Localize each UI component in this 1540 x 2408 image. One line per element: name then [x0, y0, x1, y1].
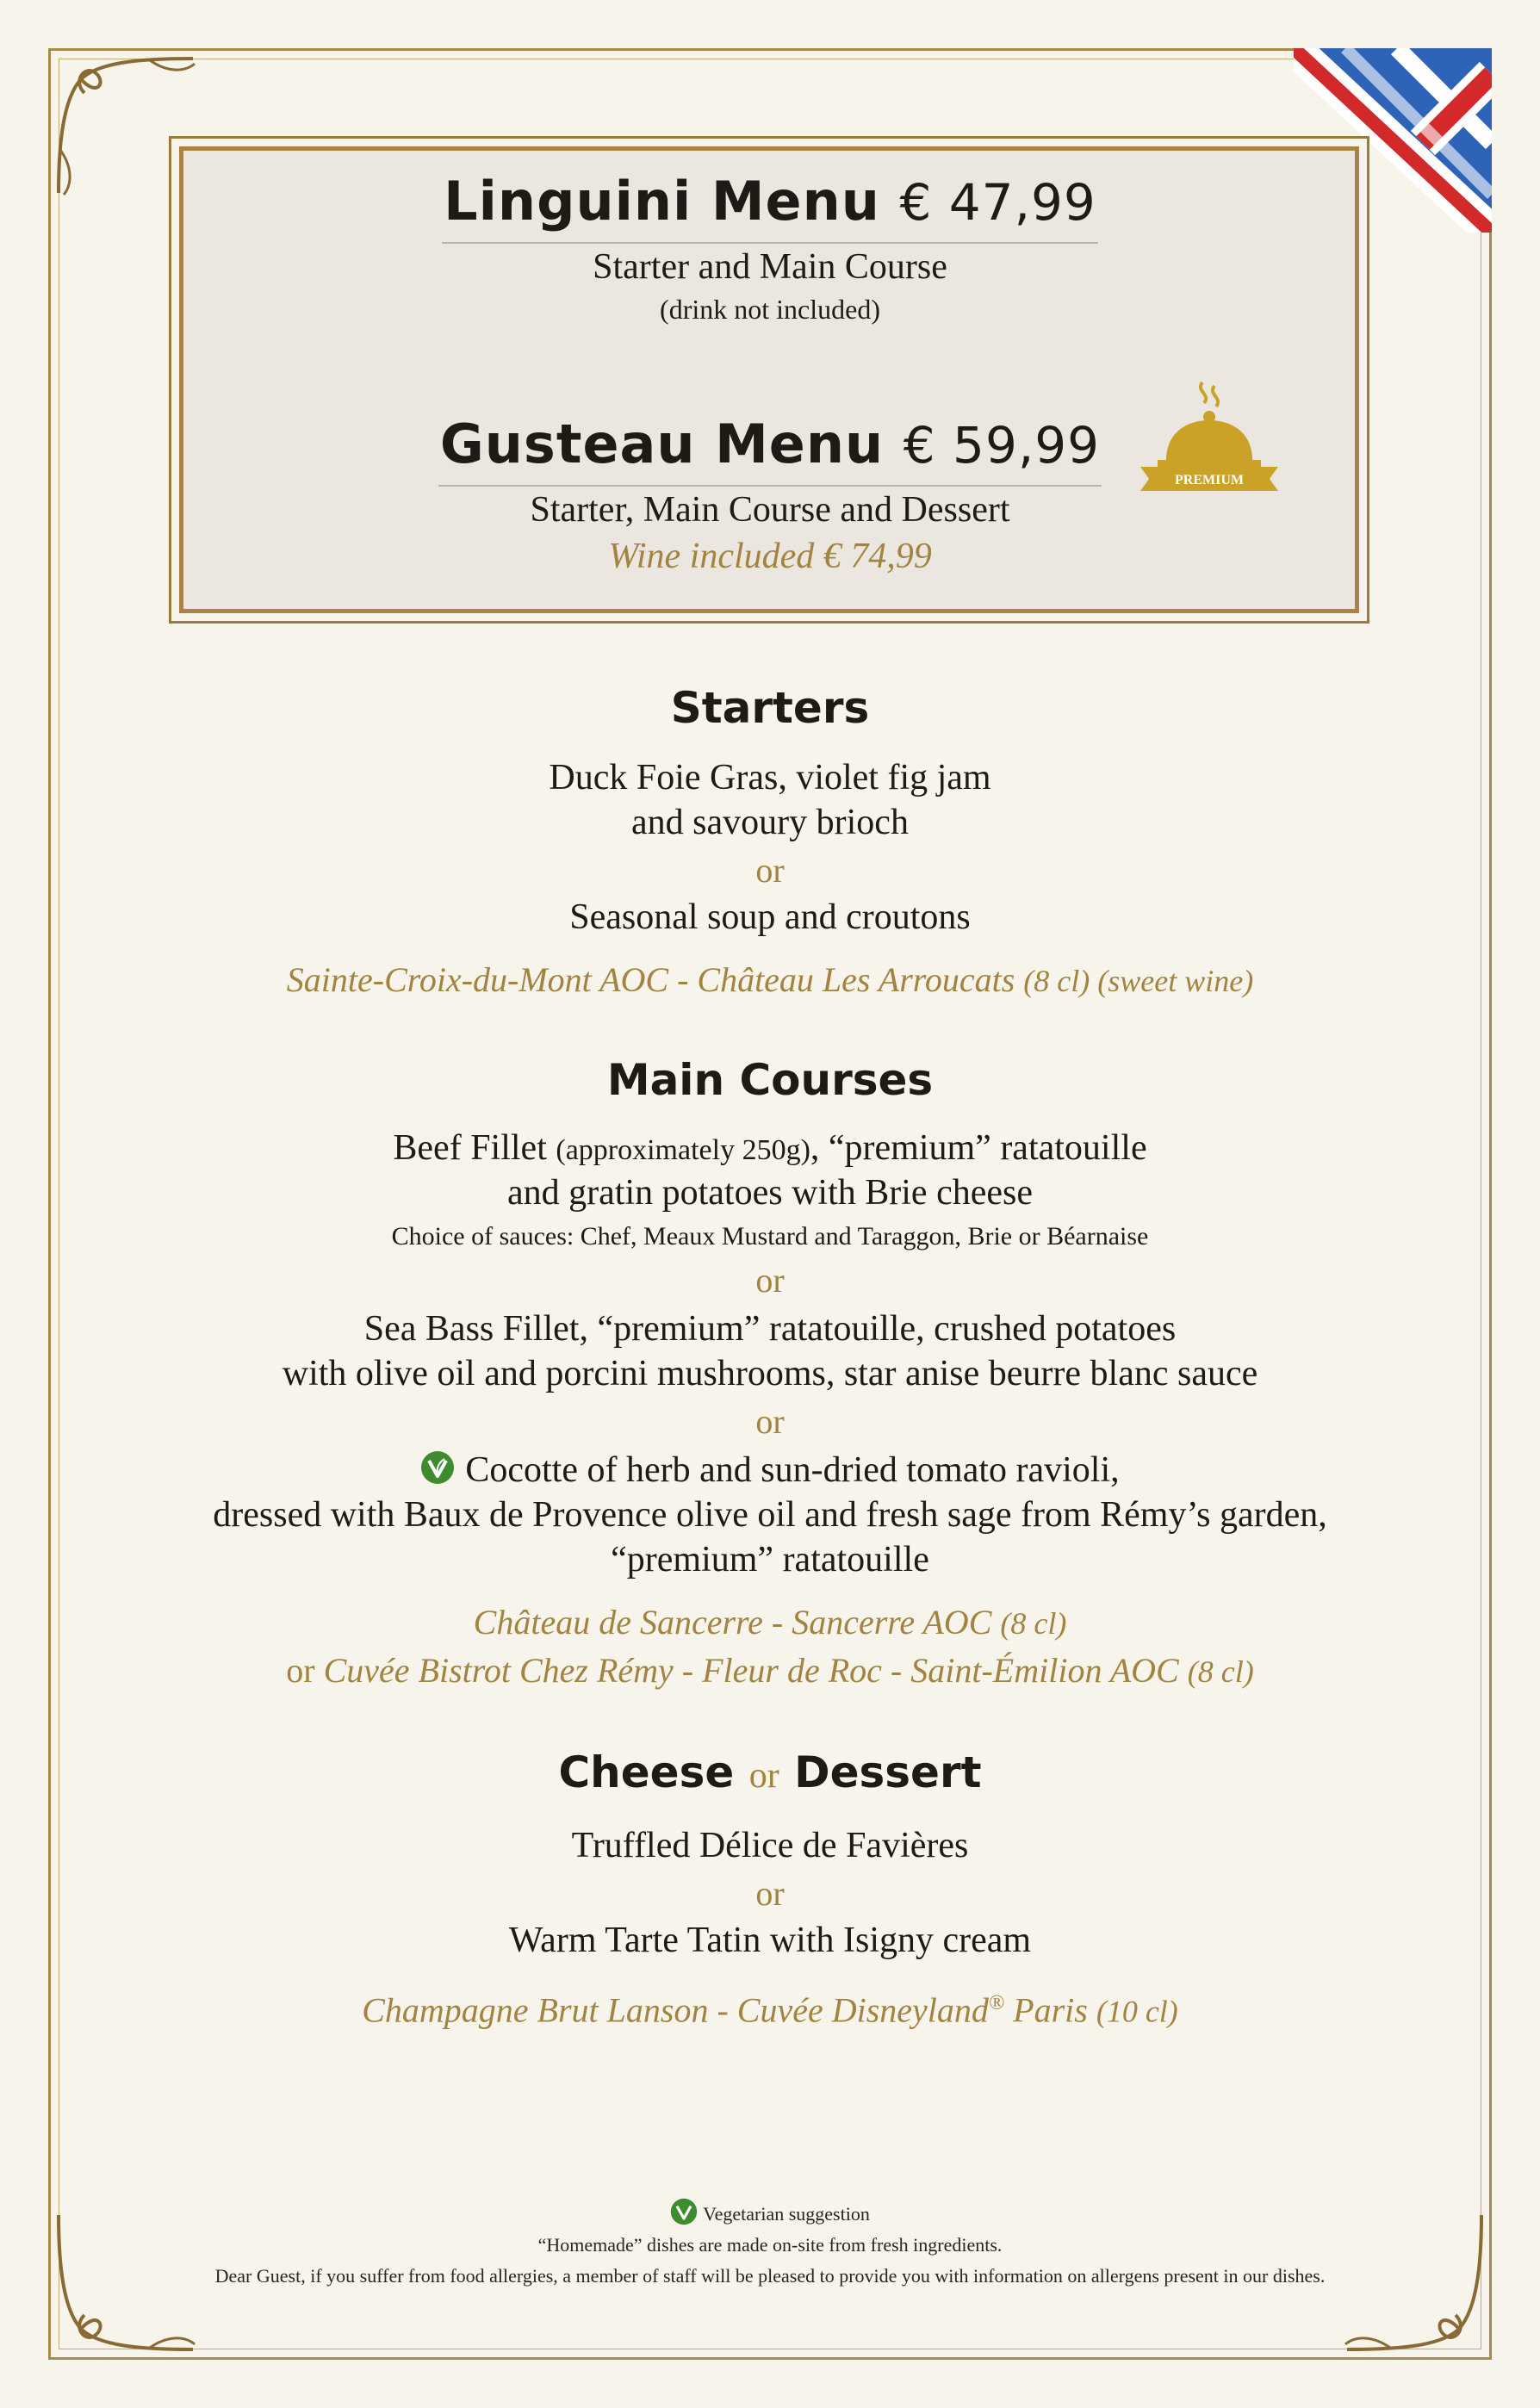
main-ravioli-line2: dressed with Baux de Provence olive oil and fresh sage from Rémy’s garden,	[213, 1495, 1327, 1535]
main-wine-pairing-1: Château de Sancerre - Sancerre AOC (8 cl)	[473, 1603, 1067, 1642]
gusteau-menu-title: Gusteau Menu € 59,99	[438, 412, 1102, 487]
vegetarian-leaf-icon	[420, 1450, 455, 1485]
gusteau-wine-price: Wine included € 74,99	[608, 537, 932, 576]
main-sea-bass-line1: Sea Bass Fillet, “premium” ratatouille, crushed potatoes	[363, 1309, 1177, 1349]
starter-wine-pairing: Sainte-Croix-du-Mont AOC - Château Les Arroucats (8 cl) (sweet wine)	[286, 960, 1254, 999]
dessert-or: or	[755, 1874, 785, 1913]
footer-homemade-note: “Homemade” dishes are made on-site from fresh ingredients.	[537, 2234, 1003, 2256]
starter-foie-gras-line1: Duck Foie Gras, violet fig jam	[549, 758, 991, 797]
main-ravioli-line3: “premium” ratatouille	[611, 1540, 929, 1579]
starter-or: or	[755, 851, 785, 890]
main-sea-bass-line2: with olive oil and porcini mushrooms, star anise beurre blanc sauce	[282, 1354, 1258, 1393]
starter-foie-gras-line2: and savoury brioch	[631, 803, 909, 842]
gusteau-menu	[0, 412, 1540, 580]
premium-cloche-icon	[1132, 377, 1287, 498]
dessert-wine-pairing: Champagne Brut Lanson - Cuvée Disneyland® Paris (10 cl)	[362, 1990, 1178, 2030]
starter-seasonal-soup: Seasonal soup and croutons	[569, 897, 971, 937]
main-beef-fillet-line2: and gratin potatoes with Brie cheese	[507, 1173, 1033, 1213]
main-beef-sauces: Choice of sauces: Chef, Meaux Mustard and Taraggon, Brie or Béarnaise	[391, 1222, 1149, 1251]
starters-heading: Starters	[670, 683, 870, 733]
main-or-1: or	[755, 1261, 785, 1300]
footer-vegetarian-note: Vegetarian suggestion	[0, 2198, 1540, 2229]
linguini-menu-title: Linguini Menu € 47,99	[442, 169, 1098, 244]
cheese-dessert-heading: Cheese or Dessert	[558, 1747, 982, 1797]
main-beef-fillet-line1: Beef Fillet (approximately 250g), “premium” ratatouille	[393, 1128, 1147, 1168]
linguini-courses: Starter and Main Course	[593, 247, 947, 287]
main-or-2: or	[755, 1402, 785, 1441]
linguini-drink-note: (drink not included)	[660, 294, 880, 325]
vegetarian-leaf-icon	[670, 2198, 698, 2225]
premium-badge-label: PREMIUM	[1175, 473, 1244, 487]
linguini-menu-price: € 47,99	[899, 173, 1096, 232]
gusteau-menu-price: € 59,99	[903, 416, 1101, 475]
footer-allergy-note: Dear Guest, if you suffer from food allergies, a member of staff will be pleased to provide you with information on allergens present in our dishes.	[214, 2265, 1326, 2287]
dessert-tarte-tatin: Warm Tarte Tatin with Isigny cream	[508, 1921, 1032, 1960]
main-wine-pairing-2: or Cuvée Bistrot Chez Rémy - Fleur de Roc - Saint-Émilion AOC (8 cl)	[286, 1651, 1254, 1690]
dessert-truffled-delice: Truffled Délice de Favières	[571, 1826, 969, 1865]
linguini-menu	[0, 169, 1540, 328]
gusteau-courses: Starter, Main Course and Dessert	[530, 490, 1010, 530]
main-courses-heading: Main Courses	[606, 1055, 934, 1105]
main-ravioli-line1: Cocotte of herb and sun-dried tomato ravioli,	[0, 1447, 1540, 1493]
